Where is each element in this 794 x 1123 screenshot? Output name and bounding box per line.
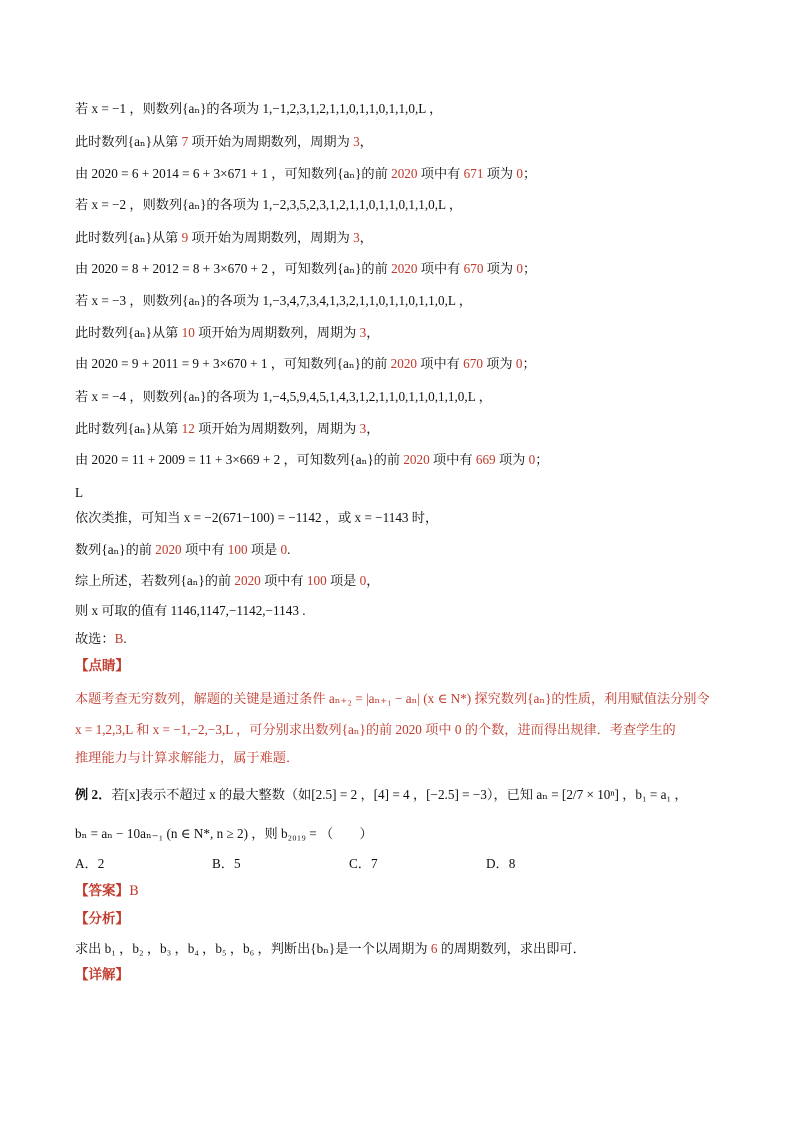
text-segment: 3 <box>359 421 367 436</box>
case-x-minus2-period <box>75 229 373 247</box>
text-segment: 依次类推，可知当 x = −2(671−100) = −1142 ，或 x = −1143 时， <box>75 510 439 525</box>
text-segment: ； <box>535 452 549 467</box>
example2-question <box>75 786 688 804</box>
text-segment: 若 x = −1 ，则数列{aₙ}的各项为 1,−1,2,3,1,2,1,1,0,1,1,0,1,1,0,L ， <box>75 101 443 116</box>
case-x-minus4-sequence <box>75 388 492 406</box>
text-segment: 项开始为周期数列，周期为 <box>188 134 354 149</box>
text-segment: 0 <box>528 452 536 467</box>
text-segment: 由 2020 = 8 + 2012 = 8 + 3×670 + 2 ，可知数列{aₙ}的前 <box>75 261 392 276</box>
text-segment: 由 2020 = 11 + 2009 = 11 + 3×669 + 2 ，可知数列{aₙ}的前 <box>75 452 404 467</box>
text-segment: ， <box>366 573 380 588</box>
answer-heading <box>75 882 139 901</box>
text-segment: 2020 <box>403 452 430 467</box>
text-segment: . <box>123 631 127 646</box>
case-x-minus1-period <box>75 133 373 151</box>
text-segment: 则 x 可取的值有 1146,1147,−1142,−1143 . <box>75 603 306 618</box>
text-segment: B <box>114 631 124 646</box>
x-values-line <box>75 602 306 620</box>
text-segment: 此时数列{aₙ}从第 <box>75 421 182 436</box>
text-segment: 0 <box>280 542 288 557</box>
generalization-result <box>75 541 290 559</box>
text-segment: 0 <box>359 573 367 588</box>
case-x-minus1-count <box>75 165 536 183</box>
case-x-minus4-period <box>75 420 379 438</box>
text-segment: 669 <box>475 452 496 467</box>
text-segment: L <box>75 485 84 500</box>
text-segment: 7 <box>181 134 189 149</box>
text-segment: 项中有 <box>417 166 464 181</box>
text-segment: 【详解】 <box>75 967 129 983</box>
text-segment: ； <box>522 356 536 371</box>
text-segment: 若 x = −2 ，则数列{aₙ}的各项为 1,−2,3,5,2,3,1,2,1,1,0,1,1,0,1,1,0,L ， <box>75 197 463 212</box>
text-segment: ， <box>366 325 380 340</box>
text-segment: 2020 <box>234 573 261 588</box>
text-segment: 2020 <box>390 356 417 371</box>
analysis-text <box>75 940 586 958</box>
text-segment: ； <box>522 166 537 181</box>
text-segment: 2020 <box>155 542 182 557</box>
text-segment: 项是 <box>326 573 360 588</box>
text-segment: 0 <box>516 261 523 276</box>
ellipsis-line <box>75 484 83 502</box>
text-segment: 3 <box>359 325 367 340</box>
text-segment: 若 x = −4 ，则数列{aₙ}的各项为 1,−4,5,9,4,5,1,4,3,1,2,1,1,0,1,1,0,1,1,0,L ， <box>75 389 492 404</box>
text-segment: bₙ = aₙ − 10aₙ₋₁ (n ∈ N*, n ≥ 2) ，则 b₂₀₁₉ = （ ） <box>75 826 373 841</box>
text-segment: 3 <box>353 134 360 149</box>
text-segment: 项中有 <box>181 542 228 557</box>
text-segment: 此时数列{aₙ}从第 <box>75 134 182 149</box>
text-segment: 100 <box>306 573 327 588</box>
text-segment: 本题考查无穷数列，解题的关键是通过条件 aₙ₊₂ = |aₙ₊₁ − aₙ| (x ∈ N*) 探究数列{aₙ}的性质，利用赋值法分别令 <box>75 691 710 706</box>
text-segment: 项中有 <box>417 261 464 276</box>
text-segment: 项为 <box>483 261 517 276</box>
case-x-minus3-count <box>75 355 536 373</box>
text-segment: 670 <box>463 356 483 371</box>
text-segment: 671 <box>463 166 484 181</box>
text-segment: 项中有 <box>429 452 476 467</box>
example2-options <box>75 855 515 873</box>
analysis-heading <box>75 910 129 929</box>
text-segment: ， <box>366 421 380 436</box>
text-segment: B <box>129 884 139 899</box>
text-segment: 【点睛】 <box>75 658 129 674</box>
text-segment: 项为 <box>483 166 517 181</box>
text-segment: 项为 <box>495 452 529 467</box>
text-segment: 由 2020 = 9 + 2011 = 9 + 3×670 + 1 ，可知数列{aₙ}的前 <box>75 356 391 371</box>
text-segment: 项开始为周期数列，周期为 <box>194 325 360 340</box>
text-segment: 项中有 <box>417 356 464 371</box>
text-segment: ， <box>359 134 373 149</box>
text-segment: 【答案】 <box>75 883 129 899</box>
text-segment: D．8 <box>486 856 516 871</box>
text-segment: 12 <box>181 421 195 436</box>
text-segment: C．7 <box>349 856 378 871</box>
text-segment: 6 <box>430 941 438 956</box>
text-segment: 此时数列{aₙ}从第 <box>75 230 182 245</box>
text-segment: 故选： <box>75 631 115 646</box>
text-segment: 2020 <box>391 261 418 276</box>
text-segment: 项为 <box>482 356 516 371</box>
text-segment: 670 <box>463 261 484 276</box>
text-segment: 项开始为周期数列，周期为 <box>194 421 360 436</box>
case-x-minus2-count <box>75 260 536 278</box>
text-segment: 10 <box>181 325 195 340</box>
generalization-line <box>75 509 438 527</box>
text-segment: ， <box>359 230 373 245</box>
detail-heading <box>75 966 129 985</box>
text-segment: 求出 b₁ ，b₂ ，b₃ ，b₄ ，b₅ ，b₆ ，判断出{bₙ}是一个以周期为 <box>75 941 431 956</box>
dianjing-heading <box>75 657 129 676</box>
text-segment: ； <box>522 261 537 276</box>
summary-line <box>75 572 379 590</box>
example2-question-cont <box>75 825 373 843</box>
dianjing-text-2 <box>75 721 676 739</box>
text-segment: 【分析】 <box>75 911 129 927</box>
case-x-minus3-sequence <box>75 292 472 310</box>
dianjing-text-1 <box>75 690 710 708</box>
text-segment: 100 <box>227 542 248 557</box>
text-segment: 3 <box>353 230 360 245</box>
text-segment: 的周期数列，求出即可． <box>437 941 586 956</box>
text-segment: 2020 <box>391 166 418 181</box>
text-segment: 项是 <box>247 542 281 557</box>
case-x-minus1-sequence <box>75 100 442 118</box>
text-segment: 综上所述，若数列{aₙ}的前 <box>75 573 235 588</box>
text-segment: 此时数列{aₙ}从第 <box>75 325 182 340</box>
text-segment: 0 <box>515 356 523 371</box>
text-segment: 若[x]表示不超过 x 的最大整数（如[2.5] = 2 ，[4] = 4 ，[−2.5] = −3），已知 aₙ = [2/7 × 10ⁿ] ，b₁ = a₁ ， <box>111 787 688 802</box>
text-segment: 若 x = −3 ，则数列{aₙ}的各项为 1,−3,4,7,3,4,1,3,2,1,1,0,1,1,0,1,1,0,L ， <box>75 293 472 308</box>
text-segment: . <box>287 542 291 557</box>
choice-line <box>75 630 127 648</box>
text-segment: 由 2020 = 6 + 2014 = 6 + 3×671 + 1 ，可知数列{aₙ}的前 <box>75 166 392 181</box>
text-segment: 数列{aₙ}的前 <box>75 542 156 557</box>
text-segment: 例 2． <box>75 787 112 802</box>
dianjing-text-3 <box>75 749 299 767</box>
text-segment: 9 <box>181 230 189 245</box>
text-segment: 推理能力与计算求解能力，属于难题． <box>75 750 300 765</box>
case-x-minus2-sequence <box>75 196 462 214</box>
text-segment: B．5 <box>212 856 241 871</box>
text-segment: 0 <box>516 166 523 181</box>
text-segment: x = 1,2,3,L 和 x = −1,−2,−3,L ，可分别求出数列{aₙ}的前 2020 项中 0 的个数，进而得出规律．考查学生的 <box>75 722 676 737</box>
text-segment: 项中有 <box>260 573 307 588</box>
text-segment: 项开始为周期数列，周期为 <box>188 230 354 245</box>
text-segment: A．2 <box>75 856 105 871</box>
case-x-minus3-period <box>75 324 379 342</box>
case-x-minus4-count <box>75 451 548 469</box>
